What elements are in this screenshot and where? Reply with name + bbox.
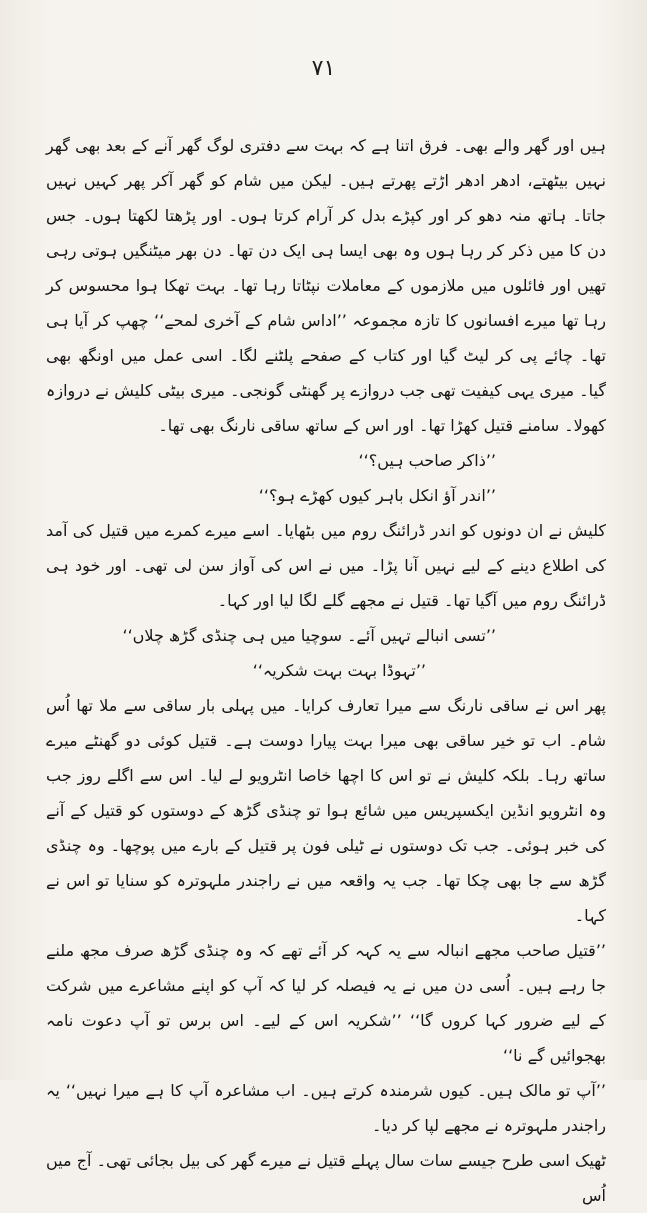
paragraph: ’’قتیل صاحب مجھے انبالہ سے یہ کہہ کر آئے تھے کہ وہ چنڈی گڑھ صرف مجھ ملنے جا رہے ہیں۔ اُسی دن میں نے یہ فیصلہ کر لیا کہ آپ کو اپنے مشاعرے میں شرکت کے لیے ضرور کہا کروں گا‘‘ ’’شکریہ اس کے لیے۔ اس برس تو آپ دعوت نامہ بھجوائیں گے نا‘‘: [46, 941, 606, 1065]
paragraph: کلیش نے ان دونوں کو اندر ڈرائنگ روم میں بٹھایا۔ اسے میرے کمرے میں قتیل کی آمد کی اطلاع دینے کے لیے نہیں آنا پڑا۔ میں نے اس کی آواز سن لی تھی۔ اور خود ہی ڈرائنگ روم میں آگیا تھا۔ قتیل نے مجھے گلے لگا لیا اور کہا۔: [46, 521, 606, 610]
dialogue-line: ’’اندر آؤ انکل باہر کیوں کھڑے ہو؟‘‘: [258, 486, 496, 505]
paragraph: ’’آپ تو مالک ہیں۔ کیوں شرمندہ کرتے ہیں۔ اب مشاعرہ آپ کا ہے میرا نہیں‘‘ یہ راجندر ملہوترہ نے مجھے لپا کر دیا۔: [46, 1081, 606, 1135]
paragraph: ہیں اور گھر والے بھی۔ فرق اتنا ہے کہ بہت سے دفتری لوگ گھر آنے کے بعد بھی گھر نہیں بیٹھتے، ادھر ادھر اڑتے پھرتے ہیں۔ لیکن میں شام کو گھر آکر پھر کہیں نہیں جاتا۔ ہاتھ منہ دھو کر اور کپڑے بدل کر آرام کرتا ہوں۔ اور پڑھتا لکھتا ہوں۔ جس دن کا میں ذکر کر رہا ہوں وہ بھی ایسا ہی ایک دن تھا۔ دن بھر میٹنگیں ہوتی رہی تھیں اور فائلوں میں ملازموں کے معاملات نپٹاتا رہا تھا۔ بہت تھکا ہوا محسوس کر رہا تھا میرے افسانوں کا تازہ مجموعہ ’’اداس شام کے آخری لمحے‘‘ چھپ کر آیا ہی تھا۔ چائے پی کر لیٹ گیا اور کتاب کے صفحے پلٹنے لگا۔ اسی عمل میں اونگھ بھی گیا۔ میری یہی کیفیت تھی جب دروازے پر گھنٹی گونجی۔ میری بیٹی کلیش نے دروازہ کھولا۔ سامنے قتیل کھڑا تھا۔ اور اس کے ساتھ ساقی نارنگ بھی تھا۔: [46, 136, 606, 435]
paragraph: ٹھیک اسی طرح جیسے سات سال پہلے قتیل نے میرے گھر کی بیل بجائی تھی۔ آج میں اُس: [46, 1151, 606, 1205]
dialogue-line: ’’تسی انبالے تہیں آئے۔ سوچیا میں ہی چنڈی گڑھ چلاں‘‘: [122, 626, 496, 645]
paragraph: پھر اس نے ساقی نارنگ سے میرا تعارف کرایا۔ میں پہلی بار ساقی سے ملا تھا اُس شام۔ اب تو خیر ساقی بھی میرا بہت پیارا دوست ہے۔ قتیل کوئی دو گھنٹے میرے ساتھ رہا۔ بلکہ کلیش نے تو اس کا اچھا خاصا انٹرویو لے لیا۔ اس سے اگلے روز جب وہ انٹرویو انڈین ایکسپریس میں شائع ہوا تو چنڈی گڑھ کے دوستوں کو قتیل کے آنے کی خبر ہوئی۔ جب تک دوستوں نے ٹیلی فون پر قتیل کے بارے میں پوچھا۔ وہ چنڈی گڑھ سے جا بھی چکا تھا۔ جب یہ واقعہ میں نے راجندر ملہوترہ کو سنایا تو اس نے کہا۔: [46, 696, 606, 925]
body-text: [46, 128, 606, 1213]
dialogue-line: ’’ذاکر صاحب ہیں؟‘‘: [358, 451, 496, 470]
dialogue-line: ’’تہوڈا بہت بہت شکریہ‘‘: [252, 661, 426, 680]
page-number: ۷۱: [311, 56, 336, 81]
